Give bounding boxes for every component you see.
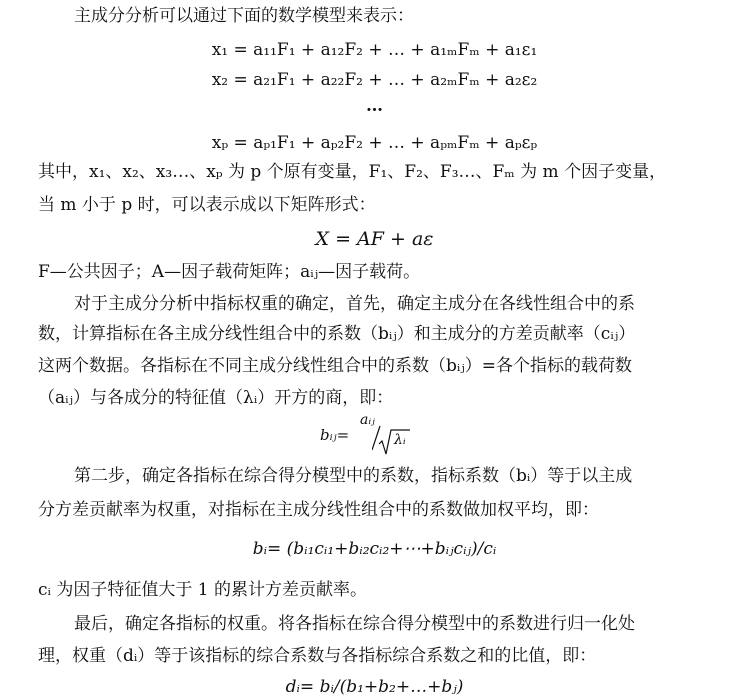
equation-1: x₁ = a₁₁F₁ + a₁₂F₂ + … + a₁ₘFₘ + a₁ε₁	[211, 40, 538, 60]
formula-bi: bᵢ= (bᵢ₁cᵢ₁+bᵢ₂cᵢ₂+⋯+bᵢⱼcᵢⱼ)/cᵢ	[252, 539, 497, 559]
ci-note: cᵢ 为因子特征值大于 1 的累计方差贡献率。	[38, 580, 367, 600]
para1-line-1: 对于主成分分析中指标权重的确定，首先，确定主成分在各线性组合中的系	[74, 294, 635, 314]
equation-ellipsis: …	[366, 96, 383, 116]
para1-line-3: 这两个数据。各指标在不同主成分线性组合中的系数（bᵢⱼ）=各个指标的载荷数	[38, 356, 633, 376]
para3-line-1: 最后，确定各指标的权重。将各指标在综合得分模型中的系数进行归一化处	[74, 614, 635, 634]
formula-bij	[320, 412, 440, 456]
para1-line-2: 数，计算指标在各主成分线性组合中的系数（bᵢⱼ）和主成分的方差贡献率（cᵢⱼ）	[38, 324, 636, 344]
formula-bij-denominator: λᵢ	[394, 432, 406, 448]
para3-line-2: 理，权重（dᵢ）等于该指标的综合系数与各指标综合系数之和的比值，即：	[38, 646, 597, 666]
formula-bij-numerator: aᵢⱼ	[360, 412, 375, 428]
intro-text: 主成分分析可以通过下面的数学模型来表示：	[74, 6, 414, 26]
equation-2: x₂ = a₂₁F₁ + a₂₂F₂ + … + a₂ₘFₘ + a₂ε₂	[211, 70, 538, 90]
explain-line-1: 其中，x₁、x₂、x₃…、xₚ 为 p 个原有变量，F₁、F₂、F₃…、Fₘ 为 m 个因子变量，	[38, 162, 667, 182]
equation-p: xₚ = aₚ₁F₁ + aₚ₂F₂ + … + aₚₘFₘ + aₚεₚ	[211, 133, 538, 153]
formula-di: dᵢ= bᵢ/(b₁+b₂+…+bⱼ)	[285, 677, 464, 697]
matrix-equation: X = AF + aε	[315, 228, 434, 250]
formula-bij-lhs: bᵢⱼ=	[320, 426, 350, 444]
fraction-sqrt-icon	[372, 422, 412, 456]
para2-line-2: 分方差贡献率为权重，对指标在主成分线性组合中的系数做加权平均，即：	[38, 500, 599, 520]
explain-line-2: 当 m 小于 p 时，可以表示成以下矩阵形式：	[38, 195, 376, 215]
para2-line-1: 第二步，确定各指标在综合得分模型中的系数，指标系数（bᵢ）等于以主成	[74, 466, 633, 486]
para1-line-4: （aᵢⱼ）与各成分的特征值（λᵢ）开方的商，即：	[38, 388, 394, 408]
legend-text: F—公共因子；A—因子载荷矩阵；aᵢⱼ—因子载荷。	[38, 262, 421, 282]
